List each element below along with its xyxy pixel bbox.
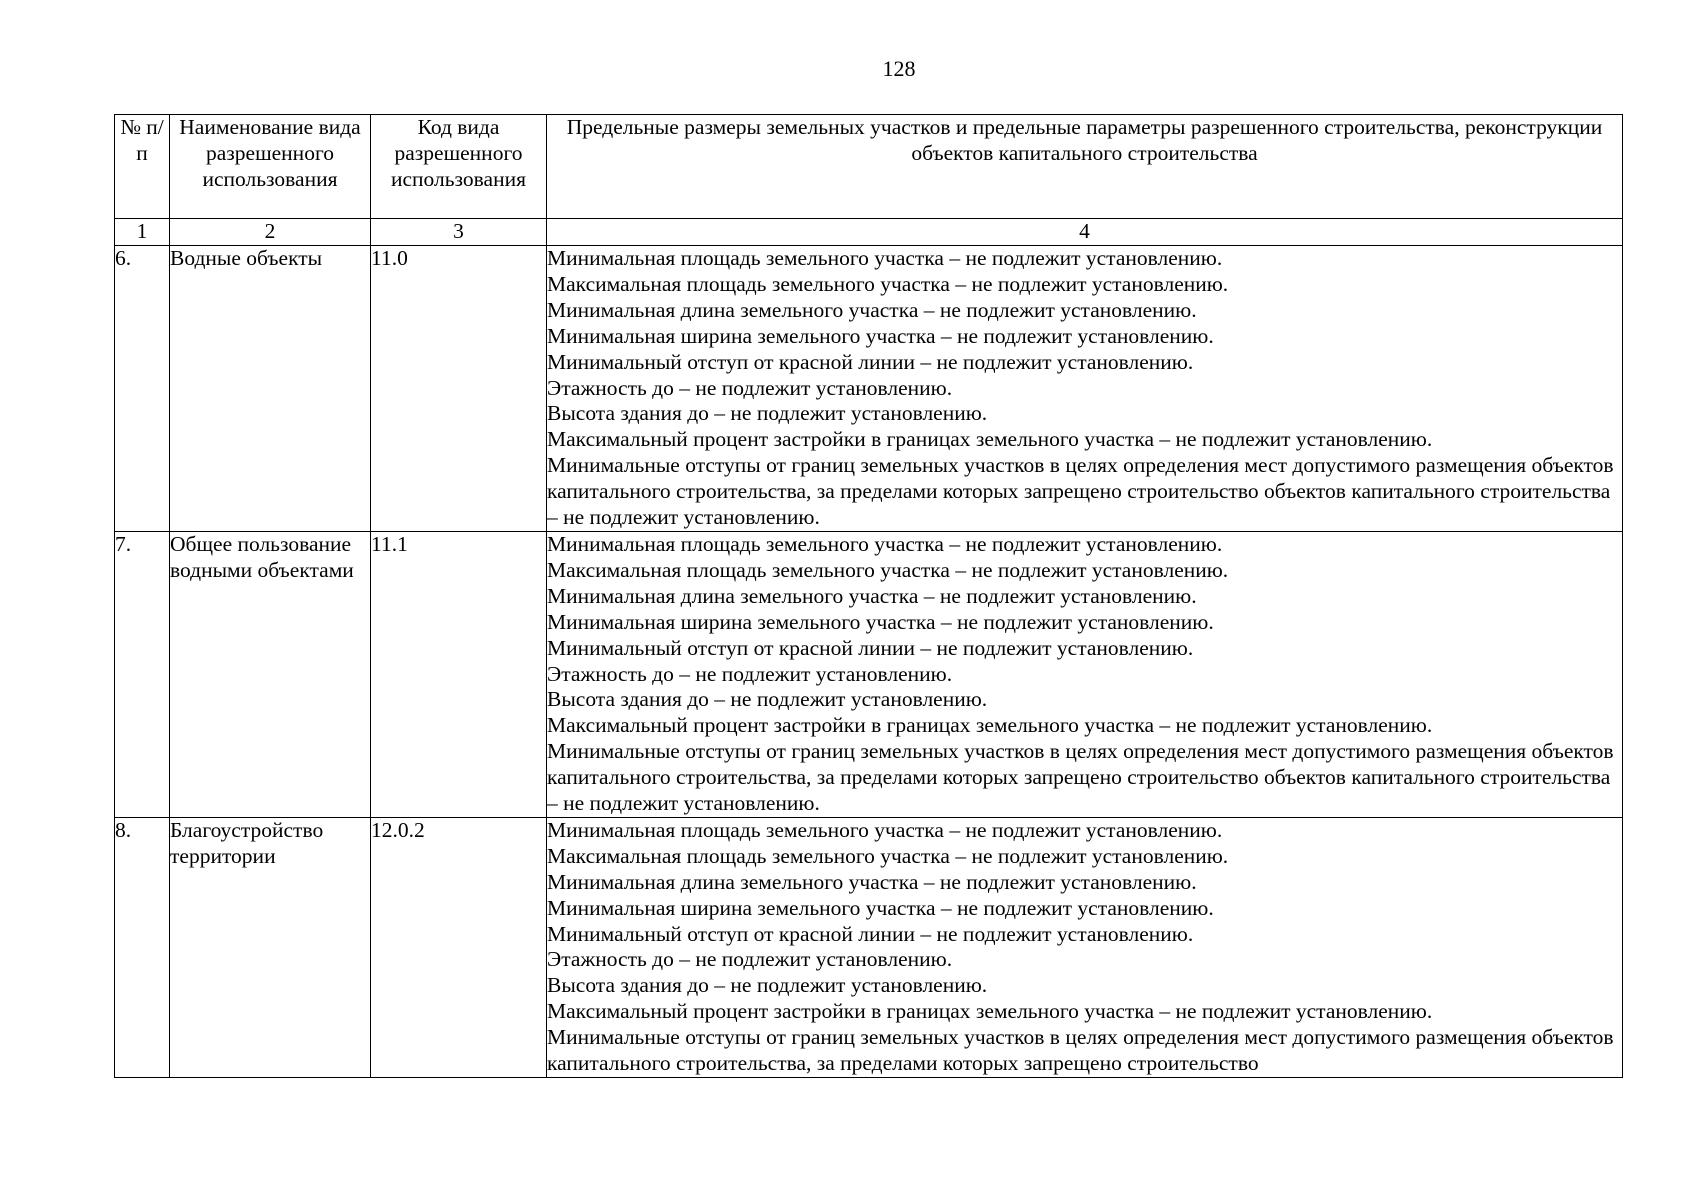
column-number-3: 3 <box>371 219 547 246</box>
row-use-name: Благоустройство территории <box>170 817 371 1077</box>
row-number: 7. <box>115 531 170 817</box>
param-line: Высота здания до – не подлежит установлению. <box>547 401 988 426</box>
header-number: № п/п <box>115 115 170 219</box>
row-use-code: 11.0 <box>371 246 547 532</box>
param-line: Минимальная площадь земельного участка – не подлежит установлению. <box>547 817 1223 842</box>
table-header-row <box>115 115 1623 219</box>
row-use-name: Общее пользование водными объектами <box>170 531 371 817</box>
param-line: Минимальная площадь земельного участка – не подлежит установлению. <box>547 531 1223 556</box>
param-line: Минимальный отступ от красной линии – не подлежит установлению. <box>547 635 1194 660</box>
param-line: Этажность до – не подлежит установлению. <box>547 947 953 972</box>
regulations-table <box>114 114 1623 1078</box>
param-line: Минимальная длина земельного участка – не подлежит установлению. <box>547 869 1197 894</box>
column-number-2: 2 <box>170 219 371 246</box>
header-use-name: Наименование вида разрешенного использования <box>170 115 371 219</box>
row-use-name: Водные объекты <box>170 246 371 532</box>
param-line: Минимальная ширина земельного участка – не подлежит установлению. <box>547 323 1214 348</box>
param-line: Минимальная ширина земельного участка – не подлежит установлению. <box>547 609 1214 634</box>
param-line: Максимальная площадь земельного участка – не подлежит установлению. <box>547 557 1229 582</box>
header-parameters: Предельные размеры земельных участков и предельные параметры разрешенного строительства, реконструкции объектов капитального строительства <box>547 115 1623 219</box>
param-line: Высота здания до – не подлежит установлению. <box>547 687 988 712</box>
param-line: Этажность до – не подлежит установлению. <box>547 661 953 686</box>
param-line: Минимальная длина земельного участка – не подлежит установлению. <box>547 297 1197 322</box>
param-line: Минимальная площадь земельного участка – не подлежит установлению. <box>547 246 1223 270</box>
param-line: Минимальные отступы от границ земельных участков в целях определения мест допустимого размещения объектов капитального строительства, за пределами которых запрещено строительство объектов капитального строительства – не подлежит установлению. <box>547 739 1614 816</box>
param-line: Максимальный процент застройки в границах земельного участка – не подлежит установлению. <box>547 427 1433 452</box>
page-number: 128 <box>882 56 916 81</box>
table-row <box>115 531 1623 817</box>
header-use-code: Код вида разрешенного использования <box>371 115 547 219</box>
param-line: Максимальный процент застройки в границах земельного участка – не подлежит установлению. <box>547 713 1433 738</box>
row-parameters <box>547 531 1623 817</box>
param-line: Этажность до – не подлежит установлению. <box>547 375 953 400</box>
row-number: 8. <box>115 817 170 1077</box>
param-line: Максимальная площадь земельного участка – не подлежит установлению. <box>547 271 1229 296</box>
param-line: Минимальный отступ от красной линии – не подлежит установлению. <box>547 921 1194 946</box>
column-number-1: 1 <box>115 219 170 246</box>
table-row <box>115 246 1623 532</box>
row-use-code: 11.1 <box>371 531 547 817</box>
param-line: Минимальная длина земельного участка – не подлежит установлению. <box>547 583 1197 608</box>
row-number: 6. <box>115 246 170 532</box>
param-line: Минимальные отступы от границ земельных участков в целях определения мест допустимого размещения объектов капитального строительства, за пределами которых запрещено строительство объектов капитального строительства – не подлежит установлению. <box>547 453 1614 530</box>
param-line: Максимальный процент застройки в границах земельного участка – не подлежит установлению. <box>547 999 1433 1024</box>
row-use-code: 12.0.2 <box>371 817 547 1077</box>
param-line: Высота здания до – не подлежит установлению. <box>547 973 988 998</box>
column-number-4: 4 <box>547 219 1623 246</box>
row-parameters <box>547 246 1623 532</box>
param-line: Минимальная ширина земельного участка – не подлежит установлению. <box>547 895 1214 920</box>
param-line: Максимальная площадь земельного участка – не подлежит установлению. <box>547 843 1229 868</box>
column-numbers-row <box>115 219 1623 246</box>
table-row <box>115 817 1623 1077</box>
param-line: Минимальный отступ от красной линии – не подлежит установлению. <box>547 349 1194 374</box>
row-parameters <box>547 817 1623 1077</box>
param-line: Минимальные отступы от границ земельных участков в целях определения мест допустимого размещения объектов капитального строительства, за пределами которых запрещено строительство <box>547 1025 1614 1076</box>
